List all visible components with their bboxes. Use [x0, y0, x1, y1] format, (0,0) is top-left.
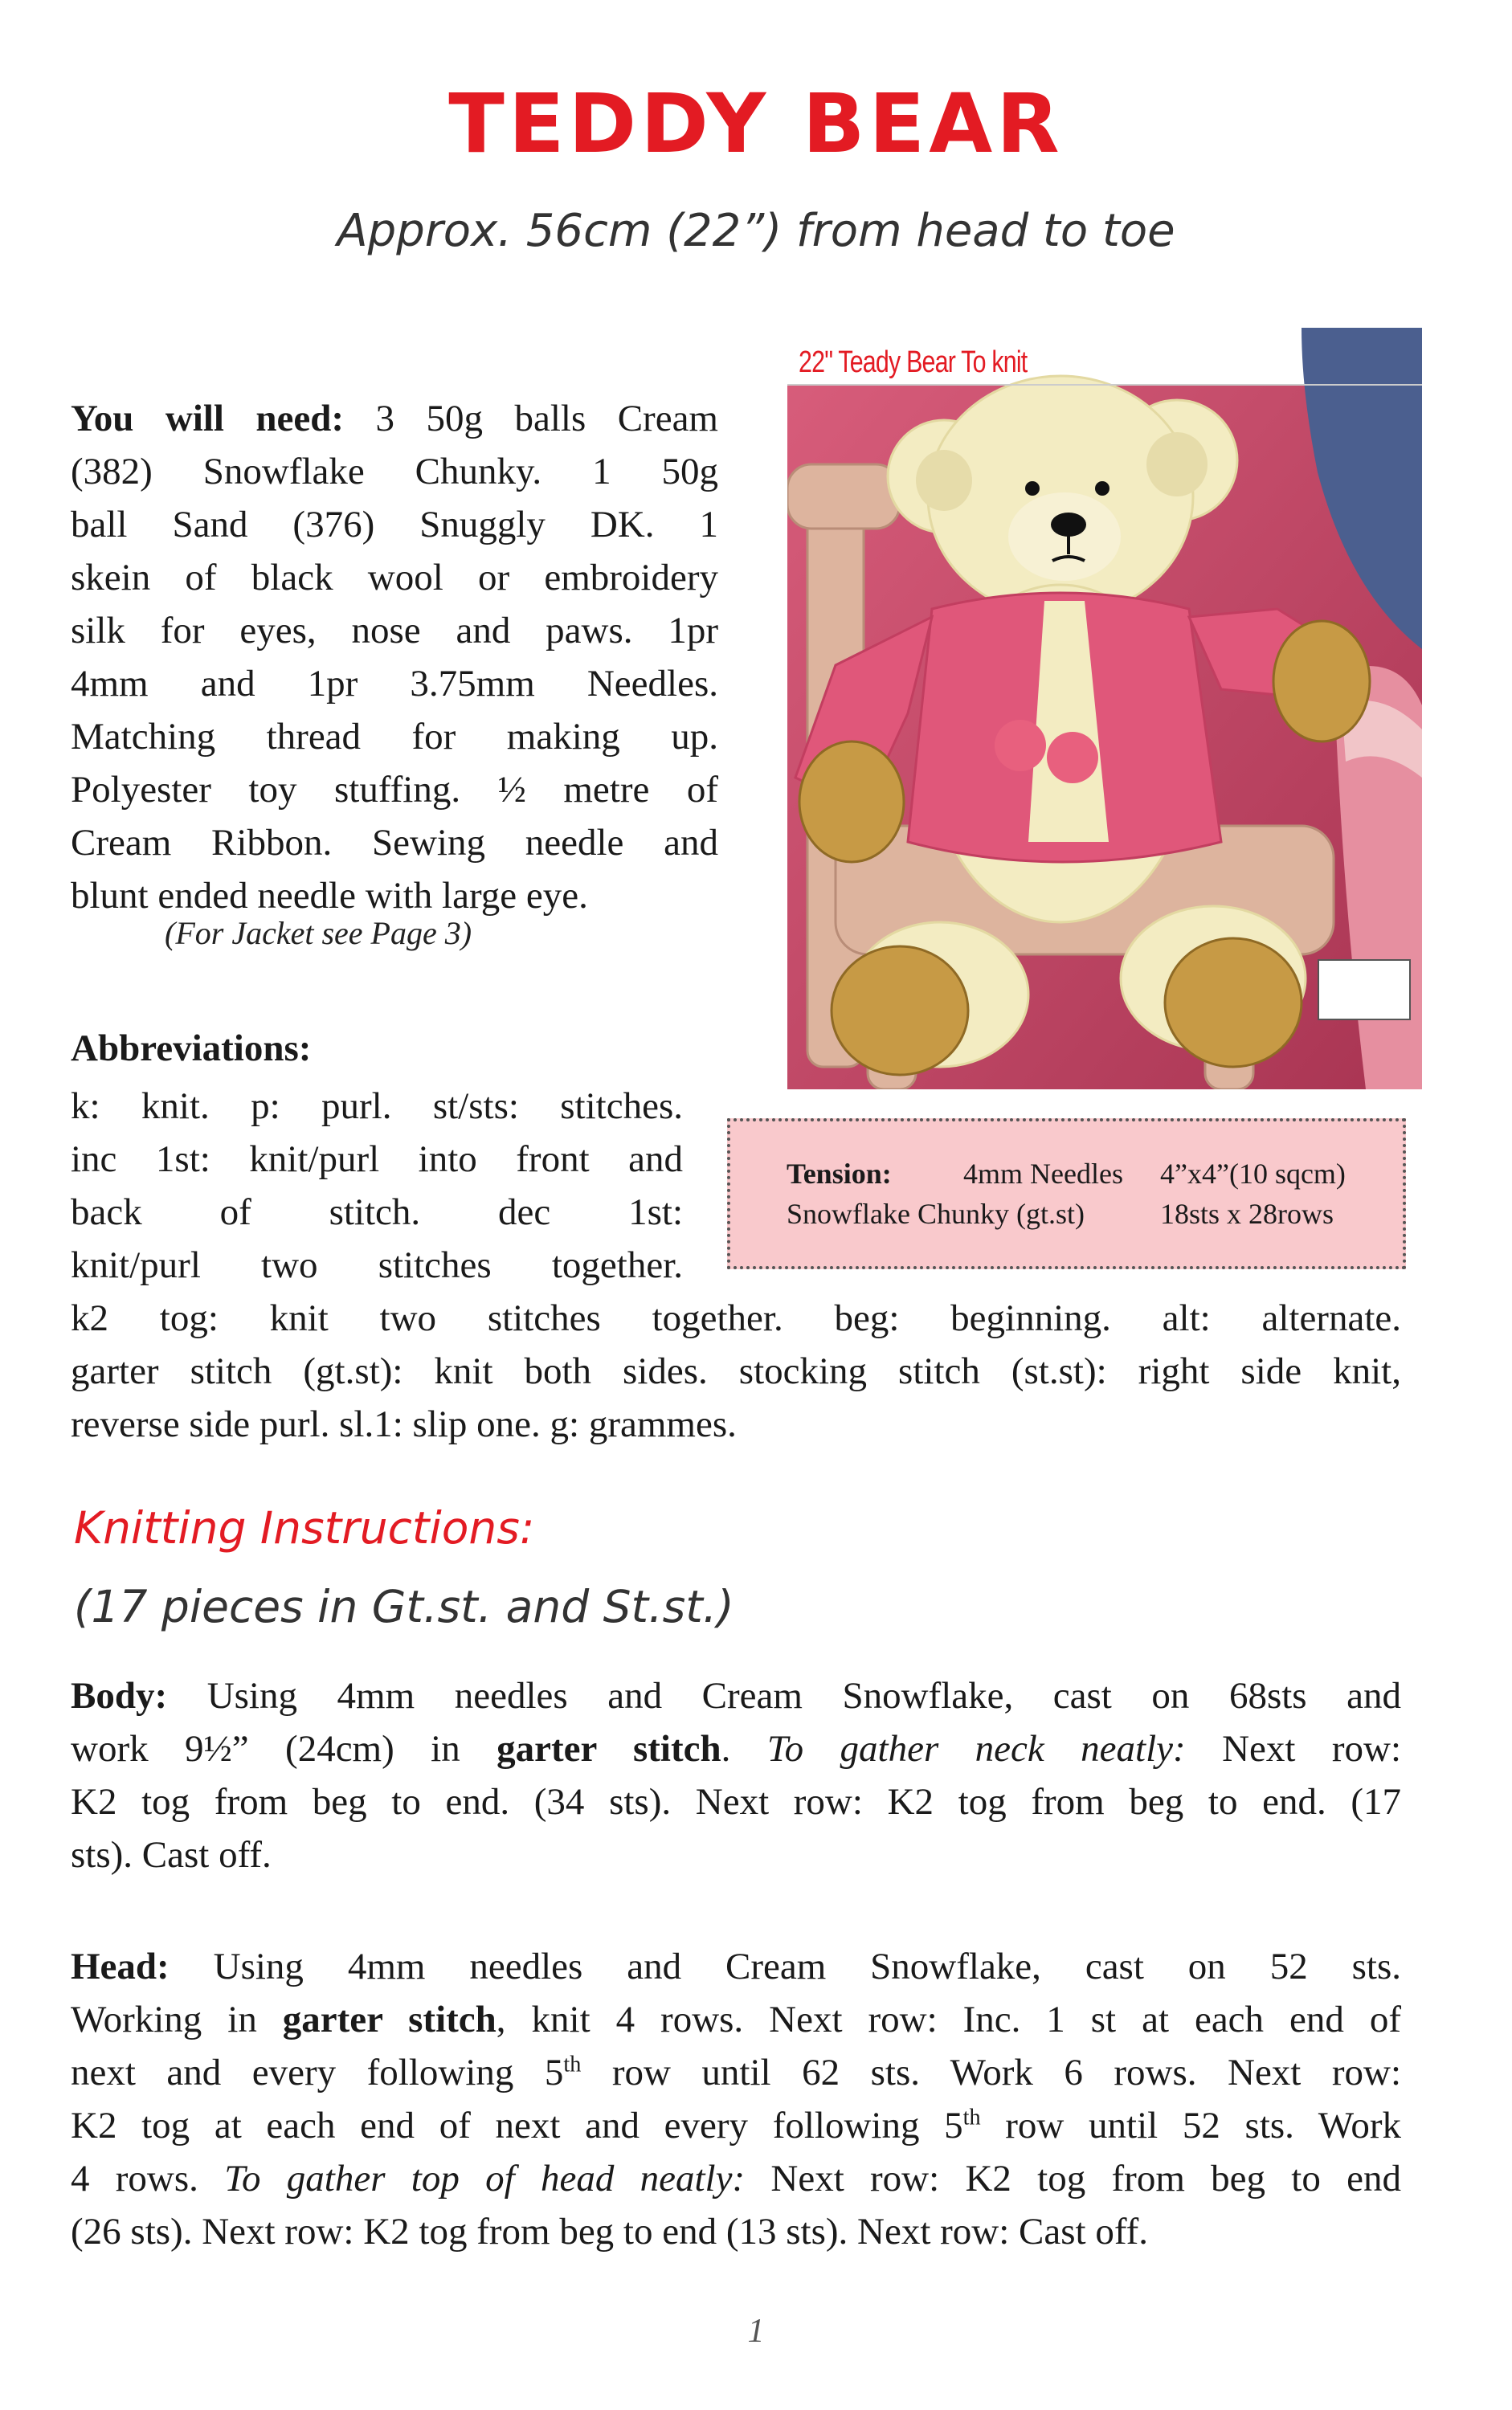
- body-line: sts). Cast off.: [71, 1834, 272, 1876]
- photo-frame-line: [787, 384, 1422, 386]
- body-line: Body: Using 4mm needles and Cream Snowflake, cast on 68sts and: [71, 1675, 1402, 1717]
- page-subtitle: Approx. 56cm (22”) from head to toe: [337, 205, 1175, 257]
- materials-line: blunt ended needle with large eye.: [71, 875, 588, 917]
- abbreviation-line: reverse side purl. sl.1: slip one. g: grammes.: [71, 1403, 737, 1445]
- body-instructions: [71, 1669, 1401, 1881]
- body-line: K2 tog from beg to end. (34 sts). Next row: K2 tog from beg to end. (17: [71, 1781, 1401, 1823]
- materials-section: [71, 392, 718, 922]
- materials-line: silk for eyes, nose and paws. 1pr: [71, 610, 718, 652]
- abbreviations-full-block: [71, 1292, 1401, 1451]
- head-line: (26 sts). Next row: K2 tog from beg to end (13 sts). Next row: Cast off.: [71, 2211, 1149, 2253]
- materials-line: You will need: 3 50g balls Cream: [71, 398, 718, 439]
- materials-line: (382) Snowflake Chunky. 1 50g: [71, 451, 718, 492]
- tension-size: 4”x4”(10 sqcm): [1160, 1158, 1346, 1190]
- right-eye: [1095, 481, 1109, 496]
- materials-label: You will need:: [71, 398, 345, 439]
- photo-caption: 22" Teady Bear To knit: [799, 345, 1028, 379]
- pompom-right: [1047, 732, 1098, 783]
- head-line: 4 rows. To gather top of head neatly: Next row: K2 tog from beg to end: [71, 2158, 1401, 2200]
- tension-label: Tension:: [787, 1158, 892, 1190]
- tension-box: [727, 1118, 1406, 1269]
- right-ear-inner: [1146, 432, 1208, 496]
- abbreviation-line: back of stitch. dec 1st:: [71, 1191, 683, 1233]
- teddy-bear-photo: [787, 328, 1422, 1089]
- instructions-subheading: (17 pieces in Gt.st. and St.st.): [74, 1581, 734, 1632]
- jacket-note: (For Jacket see Page 3): [165, 915, 472, 951]
- abbreviations-label: Abbreviations:: [71, 1027, 312, 1069]
- instructions-heading: Knitting Instructions:: [74, 1502, 535, 1554]
- abbreviation-line: k: knit. p: purl. st/sts: stitches.: [71, 1085, 683, 1127]
- materials-line: ball Sand (376) Snuggly DK. 1: [71, 504, 718, 545]
- designer-logo: [1318, 959, 1411, 1020]
- head-instructions: [71, 1940, 1401, 2258]
- abbreviation-line: garter stitch (gt.st): knit both sides. stocking stitch (st.st): right side knit,: [71, 1350, 1401, 1392]
- head-line: next and every following 5th row until 62 sts. Work 6 rows. Next row:: [71, 2052, 1402, 2093]
- head-line: Head: Using 4mm needles and Cream Snowflake, cast on 52 sts.: [71, 1946, 1402, 1987]
- abbreviation-line: inc 1st: knit/purl into front and: [71, 1138, 683, 1180]
- body-line: work 9½” (24cm) in garter stitch. To gather neck neatly: Next row:: [71, 1728, 1402, 1770]
- tension-yarn: Snowflake Chunky (gt.st): [787, 1198, 1085, 1230]
- head-line: Working in garter stitch, knit 4 rows. Next row: Inc. 1 st at each end of: [71, 1999, 1401, 2040]
- abbreviation-line: knit/purl two stitches together.: [71, 1244, 683, 1286]
- tension-gauge: 18sts x 28rows: [1160, 1198, 1334, 1230]
- left-ear-inner: [916, 450, 972, 511]
- abbreviation-line: k2 tog: knit two stitches together. beg: beginning. alt: alternate.: [71, 1297, 1401, 1339]
- nose: [1051, 513, 1086, 537]
- left-eye: [1025, 481, 1040, 496]
- page-title: TEDDY BEAR: [448, 76, 1064, 172]
- body-label: Body:: [71, 1675, 168, 1717]
- materials-line: Matching thread for making up.: [71, 716, 718, 758]
- materials-line: Cream Ribbon. Sewing needle and: [71, 822, 718, 864]
- head-line: K2 tog at each end of next and every following 5th row until 52 sts. Work: [71, 2105, 1402, 2147]
- page-number: 1: [747, 2313, 765, 2350]
- head-label: Head:: [71, 1946, 170, 1987]
- pompom-left: [995, 720, 1046, 771]
- materials-line: skein of black wool or embroidery: [71, 557, 718, 598]
- materials-line: Polyester toy stuffing. ½ metre of: [71, 769, 718, 811]
- materials-line: 4mm and 1pr 3.75mm Needles.: [71, 663, 718, 705]
- muzzle: [1008, 492, 1121, 581]
- abbreviations-left-block: [71, 1080, 683, 1292]
- tension-needles: 4mm Needles: [963, 1158, 1123, 1190]
